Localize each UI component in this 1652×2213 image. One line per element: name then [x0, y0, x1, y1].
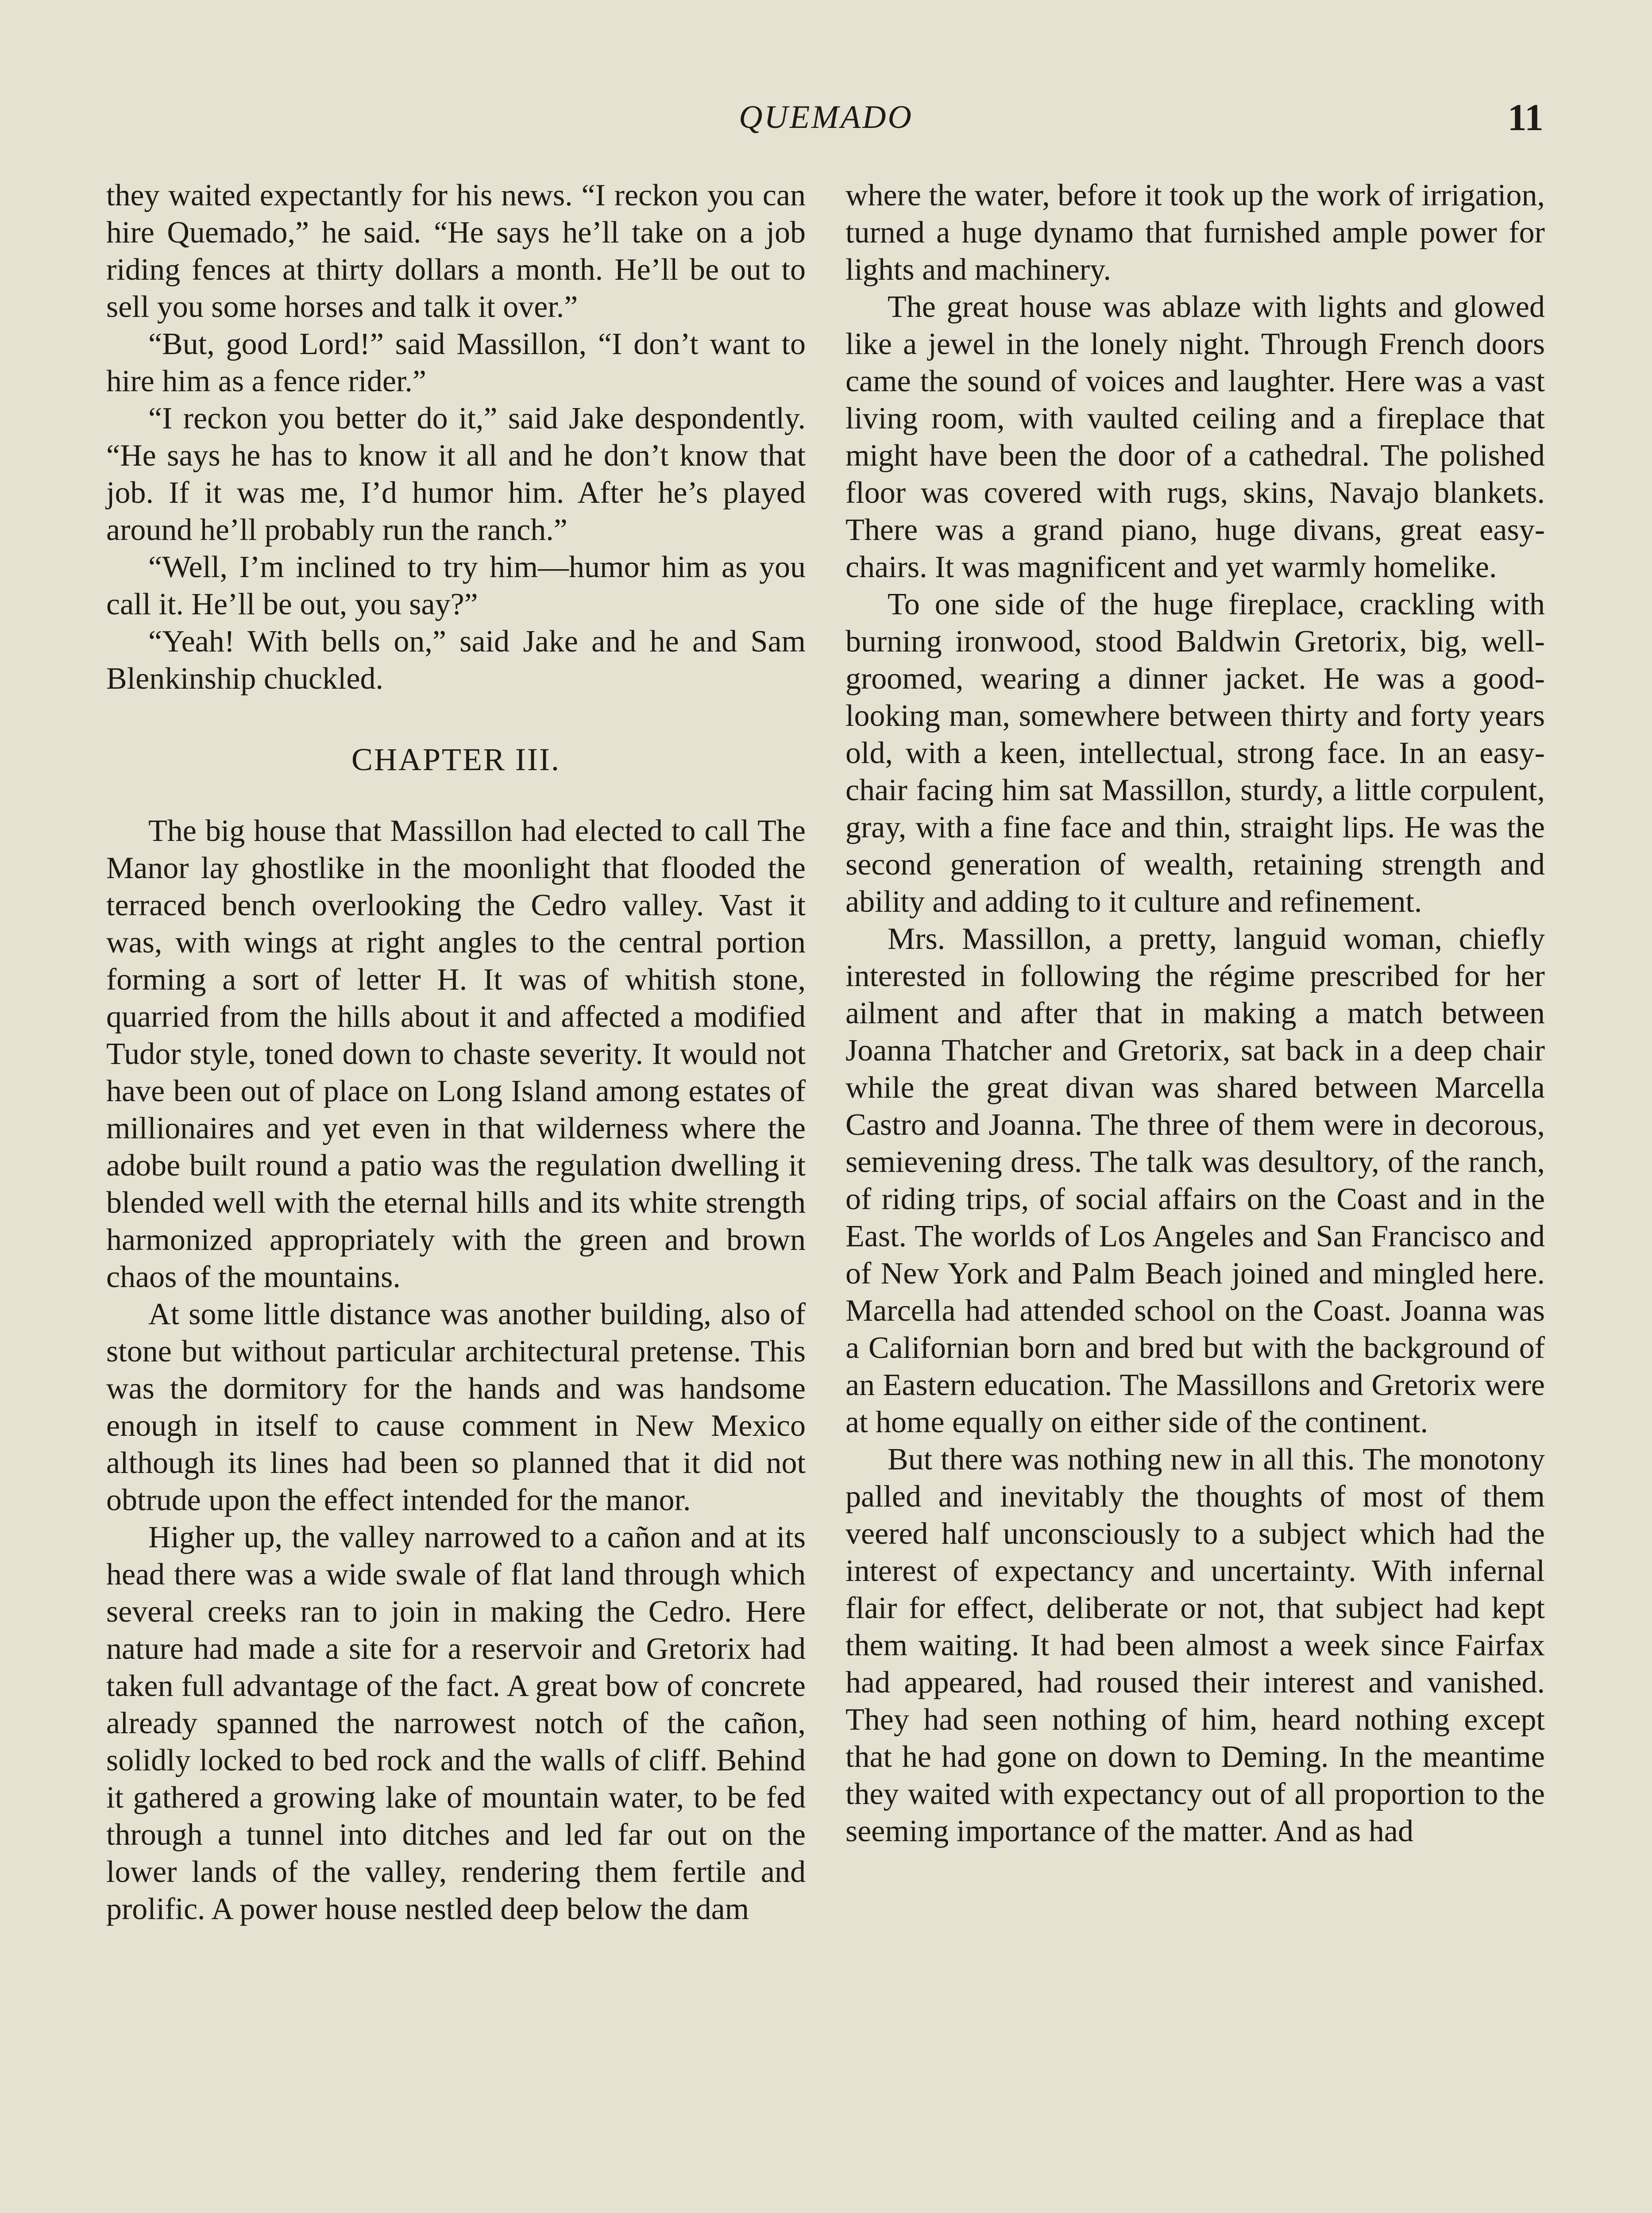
paragraph: “I reckon you better do it,” said Jake despondently. “He says he has to know it all and he don’t know that job. If it was me, I’d humor him. After he’s played around he’ll probably run the ranch.”	[106, 401, 806, 547]
page-title: QUEMADO	[739, 99, 913, 135]
paragraph: To one side of the huge fireplace, crackling with burning ironwood, stood Baldwin Gretorix, big, well-groomed, wearing a dinner jacket. He was a good-looking man, somewhere between thirty and forty years old, with a keen, intellectual, strong face. In an easy-chair facing him sat Massillon, sturdy, a little corpulent, gray, with a fine face and thin, straight lips. He was the second generation of wealth, retaining strength and ability and adding to it culture and refinement.	[845, 587, 1545, 919]
running-head	[0, 95, 1652, 139]
left-column	[106, 177, 806, 1928]
paragraph: The big house that Massillon had elected to call The Manor lay ghostlike in the moonlight that flooded the terraced bench overlooking the Cedro valley. Vast it was, with wings at right angles to the central portion forming a sort of letter H. It was of whitish stone, quarried from the hills about it and affected a modified Tudor style, toned down to chaste severity. It would not have been out of place on Long Island among estates of millionaires and yet even in that wilderness where the adobe built round a patio was the regulation dwelling it blended well with the eternal hills and its white strength harmonized appropriately with the green and brown chaos of the mountains.	[106, 814, 806, 1294]
paragraph: But there was nothing new in all this. The monotony palled and inevitably the thoughts of most of them veered half unconsciously to a subject which had the interest of expectancy and uncertainty. With infernal flair for effect, deliberate or not, that subject had kept them waiting. It had been almost a week since Fairfax had appeared, had roused their interest and vanished. They had seen nothing of him, heard nothing except that he had gone on down to Deming. In the meantime they waited with expectancy out of all proportion to the seeming importance of the matter. And as had	[845, 1442, 1545, 1848]
paragraph: The great house was ablaze with lights and glowed like a jewel in the lonely night. Through French doors came the sound of voices and laughter. Here was a vast living room, with vaulted ceiling and a fireplace that might have been the door of a cathedral. The polished floor was covered with rugs, skins, Navajo blankets. There was a grand piano, huge divans, great easy-chairs. It was magnificent and yet warmly homelike.	[845, 290, 1545, 584]
page-number: 11	[1507, 96, 1544, 139]
paragraph: “Yeah! With bells on,” said Jake and he and Sam Blenkinship chuckled.	[106, 625, 806, 696]
paragraph: where the water, before it took up the work of irrigation, turned a huge dynamo that furnished ample power for lights and machinery.	[845, 178, 1545, 287]
paragraph: they waited expectantly for his news. “I reckon you can hire Quemado,” he said. “He says he’ll take on a job riding fences at thirty dollars a month. He’ll be out to sell you some horses and talk it over.”	[106, 178, 806, 324]
paragraph: “Well, I’m inclined to try him—humor him as you call it. He’ll be out, you say?”	[106, 550, 806, 621]
paragraph: Higher up, the valley narrowed to a cañon and at its head there was a wide swale of flat land through which several creeks ran to join in making the Cedro. Here nature had made a site for a reservoir and Gretorix had taken full advantage of the fact. A great bow of concrete already spanned the narrowest notch of the cañon, solidly locked to bed rock and the walls of cliff. Behind it gathered a growing lake of mountain water, to be fed through a tunnel into ditches and led far out on the lower lands of the valley, rendering them fertile and prolific. A power house nestled deep below the dam	[106, 1520, 806, 1926]
chapter-heading: CHAPTER III.	[351, 742, 560, 777]
paragraph: “But, good Lord!” said Massillon, “I don’t want to hire him as a fence rider.”	[106, 327, 806, 398]
right-column	[845, 177, 1545, 1850]
paragraph: At some little distance was another building, also of stone but without particular architectural pretense. This was the dormitory for the hands and was handsome enough in itself to cause comment in New Mexico although its lines had been so planned that it did not obtrude upon the effect intended for the manor.	[106, 1297, 806, 1517]
paragraph: Mrs. Massillon, a pretty, languid woman, chiefly interested in following the régime prescribed for her ailment and after that in making a match between Joanna Thatcher and Gretorix, sat back in a deep chair while the great divan was shared between Marcella Castro and Joanna. The three of them were in decorous, semievening dress. The talk was desultory, of the ranch, of riding trips, of social affairs on the Coast and in the East. The worlds of Los Angeles and San Francisco and of New York and Palm Beach joined and mingled here. Marcella had attended school on the Coast. Joanna was a Californian born and bred but with the background of an Eastern education. The Massillons and Gretorix were at home equally on either side of the continent.	[845, 922, 1545, 1439]
